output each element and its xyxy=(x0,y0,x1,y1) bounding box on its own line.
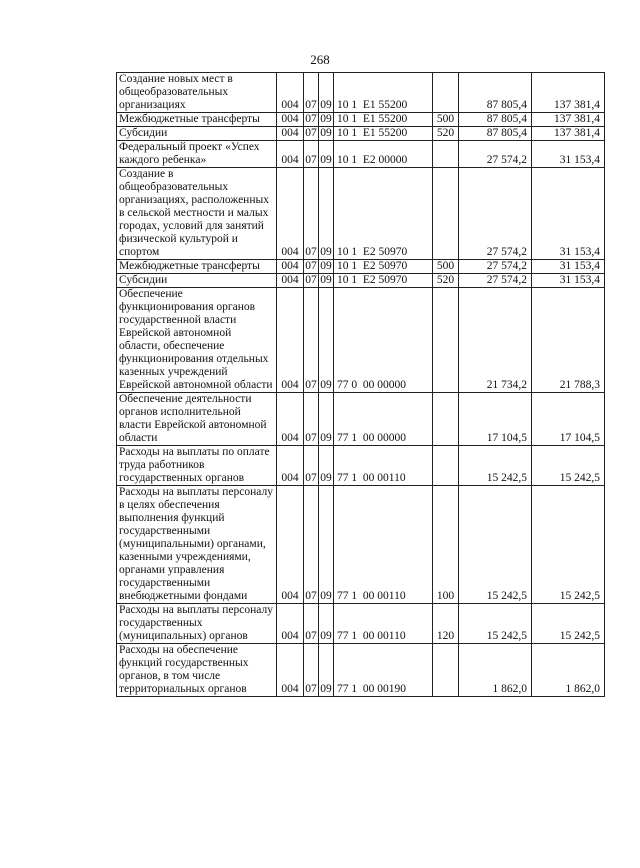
expense-type-code: 120 xyxy=(433,604,459,644)
subsection-code: 09 xyxy=(319,644,334,697)
section-code: 07 xyxy=(304,644,319,697)
table-row xyxy=(117,288,605,393)
row-name: Создание новых мест в общеобразовательных организациях xyxy=(117,73,277,113)
row-name: Межбюджетные трансферты xyxy=(117,113,277,127)
table-row xyxy=(117,446,605,486)
subsection-code: 09 xyxy=(320,260,332,272)
section-code: 07 xyxy=(304,486,319,604)
ministry-code: 004 xyxy=(277,644,304,697)
expense-type-code: 520 xyxy=(433,127,459,141)
ministry-code: 004 xyxy=(277,260,304,274)
expense-type-code: 500 xyxy=(433,113,459,127)
amount-year-2: 15 242,5 xyxy=(532,604,605,644)
row-name: Расходы на выплаты персоналу в целях обеспечения выполнения функций государственными (муниципальными) органами, казенными учреждениями, органами управления государственными внебюджетными фондами xyxy=(117,486,277,604)
expense-type-code xyxy=(433,288,459,393)
expense-type-code: 520 xyxy=(433,274,459,288)
target-article-code: 77 1 00 00110 xyxy=(334,446,433,486)
ministry-code: 004 xyxy=(277,274,304,288)
row-name: Межбюджетные трансферты xyxy=(117,260,277,274)
target-article-code: 77 1 00 00110 xyxy=(334,486,433,604)
amount-year-1: 87 805,4 xyxy=(459,127,532,141)
subsection-code: 09 xyxy=(319,168,334,260)
row-name: Обеспечение функционирования органов государственной власти Еврейской автономной области, обеспечение функционирования отдельных казенных учреждений Еврейской автономной области xyxy=(117,288,277,393)
ministry-code: 004 xyxy=(277,604,304,644)
subsection-code: 09 xyxy=(320,274,332,286)
expense-type-code xyxy=(433,73,459,113)
section-code: 07 xyxy=(304,393,319,446)
section-code: 07 xyxy=(304,73,319,113)
amount-year-2: 31 153,4 xyxy=(532,260,605,274)
amount-year-2: 31 153,4 xyxy=(532,274,605,288)
subsection-code: 09 xyxy=(320,113,332,125)
amount-year-2: 31 153,4 xyxy=(532,168,605,260)
budget-table xyxy=(116,72,605,697)
subsection-code: 09 xyxy=(319,446,334,486)
amount-year-1: 87 805,4 xyxy=(459,73,532,113)
row-name: Субсидии xyxy=(117,127,277,141)
subsection-code: 09 xyxy=(319,486,334,604)
table-row xyxy=(117,127,605,141)
target-article-code: 77 1 00 00000 xyxy=(334,393,433,446)
subsection-code: 09 xyxy=(320,127,332,139)
section-code: 07 xyxy=(305,260,317,272)
table-row xyxy=(117,260,605,274)
ministry-code: 004 xyxy=(277,288,304,393)
row-name: Федеральный проект «Успех каждого ребенка» xyxy=(117,141,277,168)
expense-type-code xyxy=(433,446,459,486)
target-article-code: 10 1 E1 55200 xyxy=(334,127,433,141)
table-row xyxy=(117,274,605,288)
subsection-code: 09 xyxy=(319,393,334,446)
amount-year-2: 21 788,3 xyxy=(532,288,605,393)
target-article-code: 10 1 E2 50970 xyxy=(334,260,433,274)
target-article-code: 10 1 E2 50970 xyxy=(334,274,433,288)
amount-year-1: 17 104,5 xyxy=(459,393,532,446)
section-code: 07 xyxy=(305,274,317,286)
table-row xyxy=(117,168,605,260)
row-name: Расходы на выплаты по оплате труда работников государственных органов xyxy=(117,446,277,486)
target-article-code: 10 1 E1 55200 xyxy=(334,73,433,113)
amount-year-1: 27 574,2 xyxy=(459,168,532,260)
ministry-code: 004 xyxy=(277,486,304,604)
ministry-code: 004 xyxy=(277,127,304,141)
target-article-code: 10 1 E2 50970 xyxy=(334,168,433,260)
amount-year-2: 137 381,4 xyxy=(532,113,605,127)
target-article-code: 77 0 00 00000 xyxy=(334,288,433,393)
expense-type-code xyxy=(433,644,459,697)
section-code: 07 xyxy=(305,127,317,139)
section-code: 07 xyxy=(304,288,319,393)
ministry-code: 004 xyxy=(277,446,304,486)
target-article-code: 77 1 00 00190 xyxy=(334,644,433,697)
row-name: Расходы на обеспечение функций государственных органов, в том числе территориальных органов xyxy=(117,644,277,697)
table-row xyxy=(117,644,605,697)
amount-year-2: 15 242,5 xyxy=(532,446,605,486)
amount-year-1: 87 805,4 xyxy=(459,113,532,127)
row-name: Субсидии xyxy=(117,274,277,288)
amount-year-2: 137 381,4 xyxy=(532,127,605,141)
subsection-code: 09 xyxy=(319,73,334,113)
ministry-code: 004 xyxy=(277,113,304,127)
amount-year-2: 1 862,0 xyxy=(532,644,605,697)
section-code: 07 xyxy=(305,113,317,125)
table-row xyxy=(117,113,605,127)
section-code: 07 xyxy=(304,446,319,486)
amount-year-1: 27 574,2 xyxy=(459,141,532,168)
target-article-code: 10 1 E2 00000 xyxy=(334,141,433,168)
ministry-code: 004 xyxy=(277,168,304,260)
amount-year-1: 15 242,5 xyxy=(459,446,532,486)
amount-year-2: 15 242,5 xyxy=(532,486,605,604)
table-row xyxy=(117,141,605,168)
row-name: Создание в общеобразовательных организациях, расположенных в сельской местности и малых городах, условий для занятий физической культурой и спортом xyxy=(117,168,277,260)
amount-year-1: 27 574,2 xyxy=(459,260,532,274)
section-code: 07 xyxy=(304,168,319,260)
row-name: Обеспечение деятельности органов исполнительной власти Еврейской автономной области xyxy=(117,393,277,446)
expense-type-code: 500 xyxy=(433,260,459,274)
amount-year-2: 31 153,4 xyxy=(532,141,605,168)
table-row xyxy=(117,393,605,446)
table-row xyxy=(117,486,605,604)
ministry-code: 004 xyxy=(277,73,304,113)
amount-year-1: 1 862,0 xyxy=(459,644,532,697)
page-number: 268 xyxy=(310,52,330,67)
amount-year-1: 21 734,2 xyxy=(459,288,532,393)
amount-year-1: 15 242,5 xyxy=(459,486,532,604)
target-article-code: 10 1 E1 55200 xyxy=(334,113,433,127)
expense-type-code xyxy=(433,141,459,168)
table-body xyxy=(117,73,605,697)
row-name: Расходы на выплаты персоналу государственных (муниципальных) органов xyxy=(117,604,277,644)
table-row xyxy=(117,73,605,113)
amount-year-2: 137 381,4 xyxy=(532,73,605,113)
table-row xyxy=(117,604,605,644)
expense-type-code: 100 xyxy=(433,486,459,604)
ministry-code: 004 xyxy=(277,393,304,446)
section-code: 07 xyxy=(304,141,319,168)
section-code: 07 xyxy=(304,604,319,644)
amount-year-2: 17 104,5 xyxy=(532,393,605,446)
expense-type-code xyxy=(433,168,459,260)
subsection-code: 09 xyxy=(319,141,334,168)
amount-year-1: 27 574,2 xyxy=(459,274,532,288)
expense-type-code xyxy=(433,393,459,446)
amount-year-1: 15 242,5 xyxy=(459,604,532,644)
subsection-code: 09 xyxy=(319,288,334,393)
subsection-code: 09 xyxy=(319,604,334,644)
ministry-code: 004 xyxy=(277,141,304,168)
target-article-code: 77 1 00 00110 xyxy=(334,604,433,644)
